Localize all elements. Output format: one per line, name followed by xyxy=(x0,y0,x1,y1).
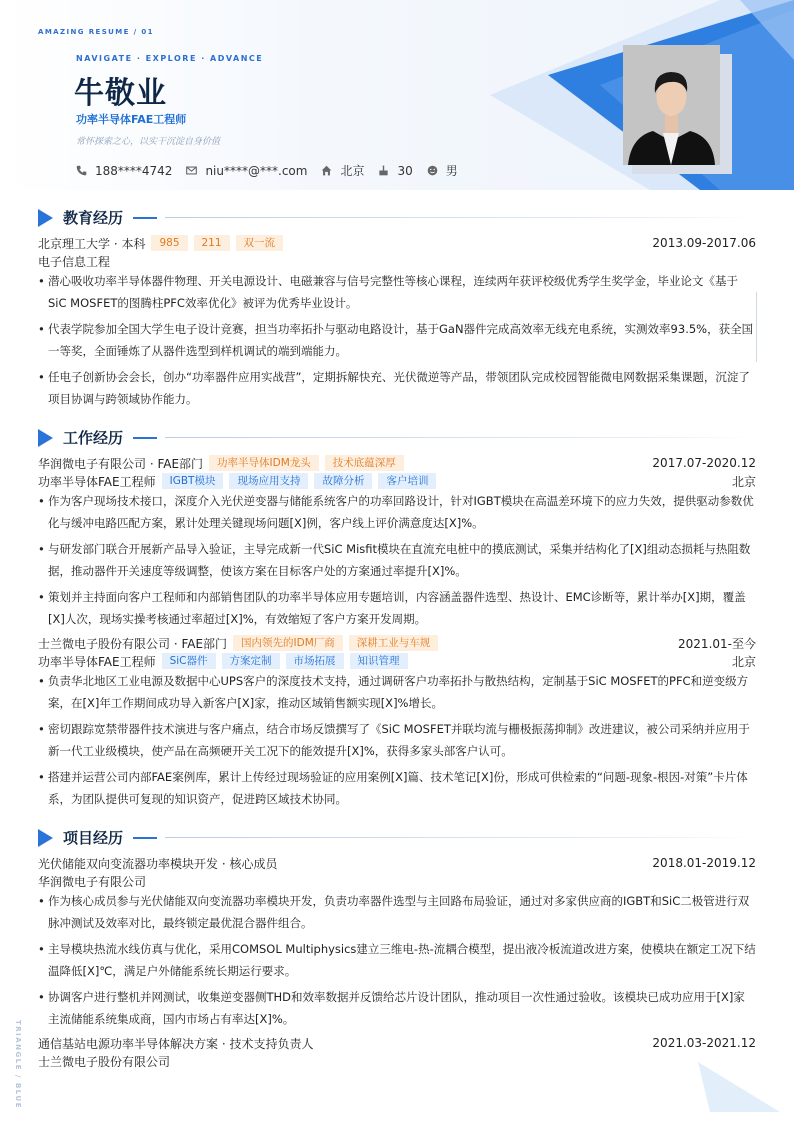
school-name: 北京理工大学 · 本科 xyxy=(38,236,146,251)
contact-email-text: niu****@***.com xyxy=(205,163,308,178)
skill-tag: IGBT模块 xyxy=(162,473,224,489)
project-company-row xyxy=(38,1052,756,1070)
project-company: 华润微电子有限公司 xyxy=(38,874,147,889)
project-row xyxy=(38,854,756,872)
job-date: 2017.07-2020.12 xyxy=(652,456,756,470)
project-name: 通信基站电源功率半导体解决方案 · 技术支持负责人 xyxy=(38,1036,314,1051)
list-item: • 主导模块热流水线仿真与优化，采用COMSOL Multiphysics建立三维电-热-流耦合模型，提出液冷板流道改进方案，使模块在额定工况下结温降低[X]℃，满足户外储能系统长期运行要求。 xyxy=(38,942,756,978)
project-row xyxy=(38,1034,756,1052)
skill-tag: 故障分析 xyxy=(314,473,372,489)
section-arrow-icon xyxy=(38,209,53,227)
list-item: • 潜心吸收功率半导体器件物理、开关电源设计、电磁兼容与信号完整性等核心课程，连续两年获评校级优秀学生奖学金，毕业论文《基于SiC MOSFET的图腾柱PFC效率优化》被评为优秀毕业设计。 xyxy=(38,274,738,310)
contact-age xyxy=(378,164,412,178)
skill-tag: 市场拓展 xyxy=(286,653,344,669)
job-date: 2021.01-至今 xyxy=(678,636,756,651)
list-item: • 作为客户现场技术接口，深度介入光伏逆变器与储能系统客户的功率回路设计，针对IGBT模块在高温差环境下的应力失效，提供驱动参数优化与缓冲电路匹配方案，累计处理关键现场问题[X]例，客户线上评价满意度达[X]%。 xyxy=(38,494,754,530)
list-item: • 任电子创新协会会长，创办“功率器件应用实战营”，定期拆解快充、光伏微逆等产品，带领团队完成校园智能微电网数据采集课题，沉淀了项目协调与跨领域协作能力。 xyxy=(38,370,750,406)
section-divider xyxy=(165,217,756,218)
company-tag: 深耕工业与车规 xyxy=(349,635,439,651)
project-name: 光伏储能双向变流器功率模块开发 · 核心成员 xyxy=(38,856,278,871)
section-dash xyxy=(133,837,157,839)
resume-header xyxy=(0,0,794,190)
job-title: 功率半导体FAE工程师 xyxy=(76,113,187,126)
bullet-text: 与研发部门联合开展新产品导入验证，主导完成新一代SiC Misfit模块在直流充电桩中的摸底测试，采集并结构化了[X]组动态损耗与热阻数据，推动器件开关速度等级调整，使该方案在目标客户处的方案通过率提升[X]%。 xyxy=(48,542,751,578)
nav-slogan: NAVIGATE · EXPLORE · ADVANCE xyxy=(76,54,264,63)
face-icon xyxy=(427,165,438,176)
bullet-text: 代表学院参加全国大学生电子设计竞赛，担当功率拓扑与驱动电路设计，基于GaN器件完成高效率无线充电系统，实测效率93.5%，获全国一等奖，全面锤炼了从器件选型到样机调试的端到端能力。 xyxy=(48,322,754,358)
skill-tag: 客户培训 xyxy=(378,473,436,489)
project-company: 士兰微电子股份有限公司 xyxy=(38,1054,171,1069)
list-item: • 代表学院参加全国大学生电子设计竞赛，担当功率拓扑与驱动电路设计，基于GaN器件完成高效率无线充电系统，实测效率93.5%，获全国一等奖，全面锤炼了从器件选型到样机调试的端到端能力。 xyxy=(38,322,754,358)
edu-tag: 211 xyxy=(194,235,230,251)
company-tag: 技术底蕴深厚 xyxy=(325,455,404,471)
list-item: • 负责华北地区工业电源及数据中心UPS客户的深度技术支持，通过调研客户功率拓扑与散热结构，定制基于SiC MOSFET的PFC和逆变级方案，在[X]年工作期间成功导入新客户[X]家，推动区域销售额实现[X]%增长。 xyxy=(38,674,749,710)
contact-phone xyxy=(76,164,172,178)
profile-photo xyxy=(623,45,720,165)
job-role: 功率半导体FAE工程师 xyxy=(38,474,156,489)
contact-list xyxy=(76,162,472,179)
contact-phone-text: 188****4742 xyxy=(95,163,173,178)
bullet-text: 任电子创新协会会长，创办“功率器件应用实战营”，定期拆解快充、光伏微逆等产品，带领团队完成校园智能微电网数据采集课题，沉淀了项目协调与跨领域协作能力。 xyxy=(48,370,750,406)
bullet-text: 搭建并运营公司内部FAE案例库，累计上传经过现场验证的应用案例[X]篇、技术笔记[X]份，形成可供检索的“问题-现象-根因-对策”卡片体系，为团队提供可复现的知识资产，促进跨区域技术协同。 xyxy=(48,770,748,806)
company-name: 华润微电子有限公司 · FAE部门 xyxy=(38,456,204,471)
education-row xyxy=(38,234,756,252)
job-role-row xyxy=(38,652,756,670)
bullet-text: 潜心吸收功率半导体器件物理、开关电源设计、电磁兼容与信号完整性等核心课程，连续两年获评校级优秀学生奖学金，毕业论文《基于SiC MOSFET的图腾柱PFC效率优化》被评为优秀毕业设计。 xyxy=(48,274,738,310)
cake-icon xyxy=(378,165,389,176)
resume-tag: AMAZING RESUME / 01 xyxy=(38,28,154,36)
job-role: 功率半导体FAE工程师 xyxy=(38,654,156,669)
project-date: 2018.01-2019.12 xyxy=(652,856,756,870)
side-label: TRIANGLE / BLUE xyxy=(14,1020,22,1109)
section-arrow-icon xyxy=(38,829,53,847)
major: 电子信息工程 xyxy=(38,254,111,269)
bullet-text: 负责华北地区工业电源及数据中心UPS客户的深度技术支持，通过调研客户功率拓扑与散热结构，定制基于SiC MOSFET的PFC和逆变级方案，在[X]年工作期间成功导入新客户[X]家，推动区域销售额实现[X]%增长。 xyxy=(48,674,749,710)
job-company-row xyxy=(38,454,756,472)
major-row xyxy=(38,252,756,270)
section-projects-header xyxy=(38,827,756,848)
section-dash xyxy=(133,437,157,439)
company-name: 士兰微电子股份有限公司 · FAE部门 xyxy=(38,636,228,651)
skill-tag: 方案定制 xyxy=(222,653,280,669)
contact-gender-text: 男 xyxy=(445,164,458,178)
skill-tag: 知识管理 xyxy=(350,653,408,669)
list-item: • 搭建并运营公司内部FAE案例库，累计上传经过现场验证的应用案例[X]篇、技术笔记[X]份，形成可供检索的“问题-现象-根因-对策”卡片体系，为团队提供可复现的知识资产，促进跨区域技术协同。 xyxy=(38,770,748,806)
mail-icon xyxy=(186,165,197,176)
job-role-row xyxy=(38,472,756,490)
motto: 常怀探索之心，以实干沉淀自身价值 xyxy=(76,137,221,147)
skill-tag: 现场应用支持 xyxy=(229,473,308,489)
section-divider xyxy=(165,837,756,838)
section-title: 项目经历 xyxy=(63,829,124,847)
section-arrow-icon xyxy=(38,429,53,447)
list-item: • 密切跟踪宽禁带器件技术演进与客户痛点，结合市场反馈撰写了《SiC MOSFET并联均流与栅极振荡抑制》改进建议，被公司采纳并应用于新一代工业级模块，使产品在高频硬开关工况下的能效提升[X]%，获得多家头部客户认可。 xyxy=(38,722,750,758)
project-date: 2021.03-2021.12 xyxy=(652,1036,756,1050)
section-education-header xyxy=(38,207,756,228)
bullet-text: 密切跟踪宽禁带器件技术演进与客户痛点，结合市场反馈撰写了《SiC MOSFET并联均流与栅极振荡抑制》改进建议，被公司采纳并应用于新一代工业级模块，使产品在高频硬开关工况下的能效提升[X]%，获得多家头部客户认可。 xyxy=(48,722,750,758)
home-icon xyxy=(321,165,332,176)
contact-age-text: 30 xyxy=(397,163,413,178)
list-item: • 协调客户进行整机并网测试，收集逆变器侧THD和效率数据并反馈给芯片设计团队，推动项目一次性通过验收。该模块已成功应用于[X]家主流储能系统集成商，国内市场占有率达[X]%。 xyxy=(38,990,745,1026)
contact-email xyxy=(186,164,307,178)
company-tag: 功率半导体IDM龙头 xyxy=(209,455,319,471)
bullet-text: 策划并主持面向客户工程师和内部销售团队的功率半导体应用专题培训，内容涵盖器件选型、热设计、EMC诊断等，累计举办[X]期，覆盖[X]人次，现场实操考核通过率超过[X]%，有效缩短了客户方案开发周期。 xyxy=(48,590,746,626)
decorative-bar xyxy=(756,292,757,362)
decorative-triangle-bottom xyxy=(690,1060,794,1123)
bullet-text: 作为客户现场技术接口，深度介入光伏逆变器与储能系统客户的功率回路设计，针对IGBT模块在高温差环境下的应力失效，提供驱动参数优化与缓冲电路匹配方案，累计处理关键现场问题[X]例，客户线上评价满意度达[X]%。 xyxy=(48,494,754,530)
section-work-header xyxy=(38,427,756,448)
company-tag: 国内领先的IDM厂商 xyxy=(233,635,343,651)
bullet-text: 作为核心成员参与光伏储能双向变流器功率模块开发，负责功率器件选型与主回路布局验证，通过对多家供应商的IGBT和SiC二极管进行双脉冲测试及效率对比，最终锁定最优混合器件组合。 xyxy=(48,894,750,930)
job-location: 北京 xyxy=(731,474,756,489)
bullet-text: 主导模块热流水线仿真与优化，采用COMSOL Multiphysics建立三维电-热-流耦合模型，提出液冷板流道改进方案，使模块在额定工况下结温降低[X]℃，满足户外储能系统长期运行要求。 xyxy=(48,942,756,978)
project-company-row xyxy=(38,872,756,890)
list-item: • 作为核心成员参与光伏储能双向变流器功率模块开发，负责功率器件选型与主回路布局验证，通过对多家供应商的IGBT和SiC二极管进行双脉冲测试及效率对比，最终锁定最优混合器件组合。 xyxy=(38,894,750,930)
phone-icon xyxy=(76,165,87,176)
contact-city-text: 北京 xyxy=(340,164,365,178)
candidate-name: 牛敬业 xyxy=(74,76,167,111)
section-dash xyxy=(133,217,157,219)
edu-date: 2013.09-2017.06 xyxy=(652,236,756,250)
job-location: 北京 xyxy=(731,654,756,669)
section-divider xyxy=(165,437,756,438)
edu-tag: 985 xyxy=(151,235,187,251)
section-title: 工作经历 xyxy=(63,429,124,447)
list-item: • 与研发部门联合开展新产品导入验证，主导完成新一代SiC Misfit模块在直流充电桩中的摸底测试，采集并结构化了[X]组动态损耗与热阻数据，推动器件开关速度等级调整，使该方案在目标客户处的方案通过率提升[X]%。 xyxy=(38,542,751,578)
list-item: • 策划并主持面向客户工程师和内部销售团队的功率半导体应用专题培训，内容涵盖器件选型、热设计、EMC诊断等，累计举办[X]期，覆盖[X]人次，现场实操考核通过率超过[X]%，有效缩短了客户方案开发周期。 xyxy=(38,590,746,626)
contact-city xyxy=(321,162,364,179)
section-title: 教育经历 xyxy=(63,209,124,227)
edu-tag: 双一流 xyxy=(236,235,284,251)
skill-tag: SiC器件 xyxy=(162,653,216,669)
bullet-text: 协调客户进行整机并网测试，收集逆变器侧THD和效率数据并反馈给芯片设计团队，推动项目一次性通过验收。该模块已成功应用于[X]家主流储能系统集成商，国内市场占有率达[X]%。 xyxy=(48,990,745,1026)
contact-gender xyxy=(427,162,458,179)
job-company-row xyxy=(38,634,756,652)
